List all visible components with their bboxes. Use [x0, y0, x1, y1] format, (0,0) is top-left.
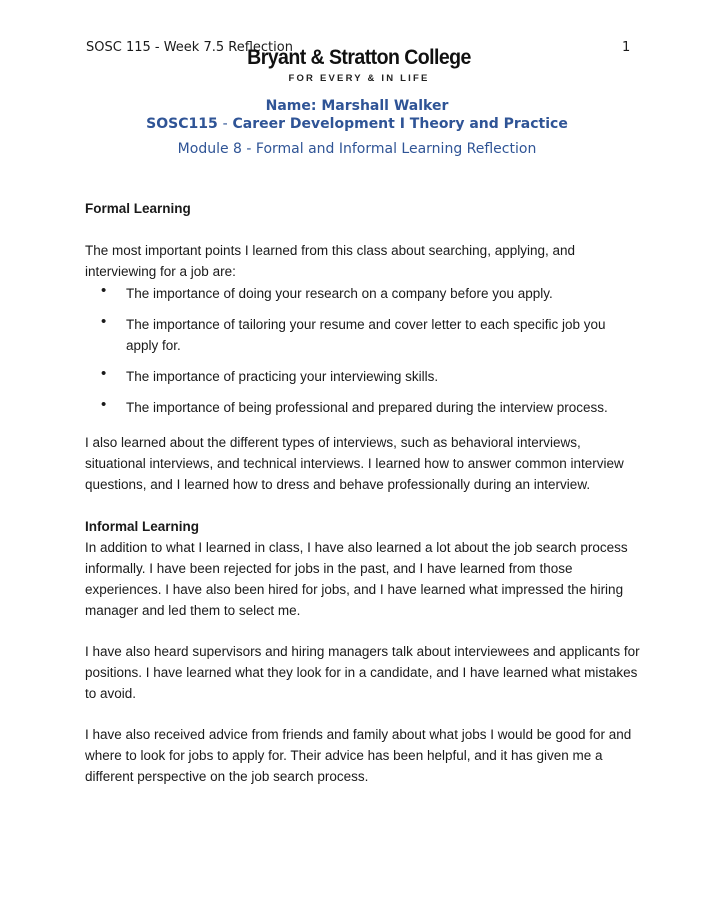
- course-code: SOSC115: [146, 116, 218, 132]
- informal-paragraph: I have also heard supervisors and hiring managers talk about interviewees and applicants for positions. I have learned what they look for in a candidate, and I have learned what mistakes to avoid.: [85, 644, 640, 701]
- list-item: [85, 282, 640, 304]
- informal-paragraph: I have also received advice from friends and family about what jobs I would be good for and where to look for jobs to apply for. Their advice has been helpful, and it has given me a different perspective on the job search process.: [85, 727, 632, 784]
- college-logo: [236, 46, 482, 90]
- bullet-icon: •: [101, 365, 107, 382]
- formal-bullet-list: [85, 282, 640, 418]
- document-body: [85, 198, 640, 787]
- bullet-icon: •: [101, 396, 107, 413]
- module-title: Module 8 - Formal and Informal Learning Reflection: [177, 141, 537, 157]
- logo-tagline: FOR EVERY & IN LIFE: [288, 73, 430, 84]
- informal-paragraph: In addition to what I learned in class, I have also learned a lot about the job search process informally. I have been rejected for jobs in the past, and I have learned from those experiences. I have also been hired for jobs, and I have learned what impressed the hiring manager and led them to select me.: [85, 540, 628, 618]
- course-separator: -: [222, 116, 228, 132]
- course-title-line: [0, 116, 714, 132]
- student-name: Name: Marshall Walker: [265, 98, 449, 114]
- page-number: 1: [622, 40, 631, 55]
- list-item-text: The importance of doing your research on a company before you apply.: [126, 286, 553, 301]
- informal-learning-heading: Informal Learning: [85, 519, 200, 534]
- course-title: Career Development I Theory and Practice: [232, 116, 568, 132]
- formal-intro: The most important points I learned from this class about searching, applying, and interviewing for a job are:: [85, 243, 576, 279]
- running-head: SOSC 115 - Week 7.5 Reflection: [86, 40, 293, 55]
- list-item: [85, 313, 640, 356]
- formal-learning-heading: Formal Learning: [85, 201, 191, 216]
- list-item: [85, 396, 640, 418]
- list-item: [85, 365, 640, 387]
- formal-paragraph: I also learned about the different types of interviews, such as behavioral interviews, situational interviews, and technical interviews. I learned how to answer common interview questions, and I learned how to dress and behave professionally during an interview.: [85, 435, 624, 492]
- list-item-text: The importance of practicing your interviewing skills.: [126, 369, 439, 384]
- logo-name: Bryant & Stratton College: [247, 46, 471, 69]
- bullet-icon: •: [101, 313, 107, 330]
- bullet-icon: •: [101, 282, 107, 299]
- list-item-text: The importance of tailoring your resume and cover letter to each specific job you apply for.: [126, 317, 606, 353]
- list-item-text: The importance of being professional and prepared during the interview process.: [126, 400, 608, 415]
